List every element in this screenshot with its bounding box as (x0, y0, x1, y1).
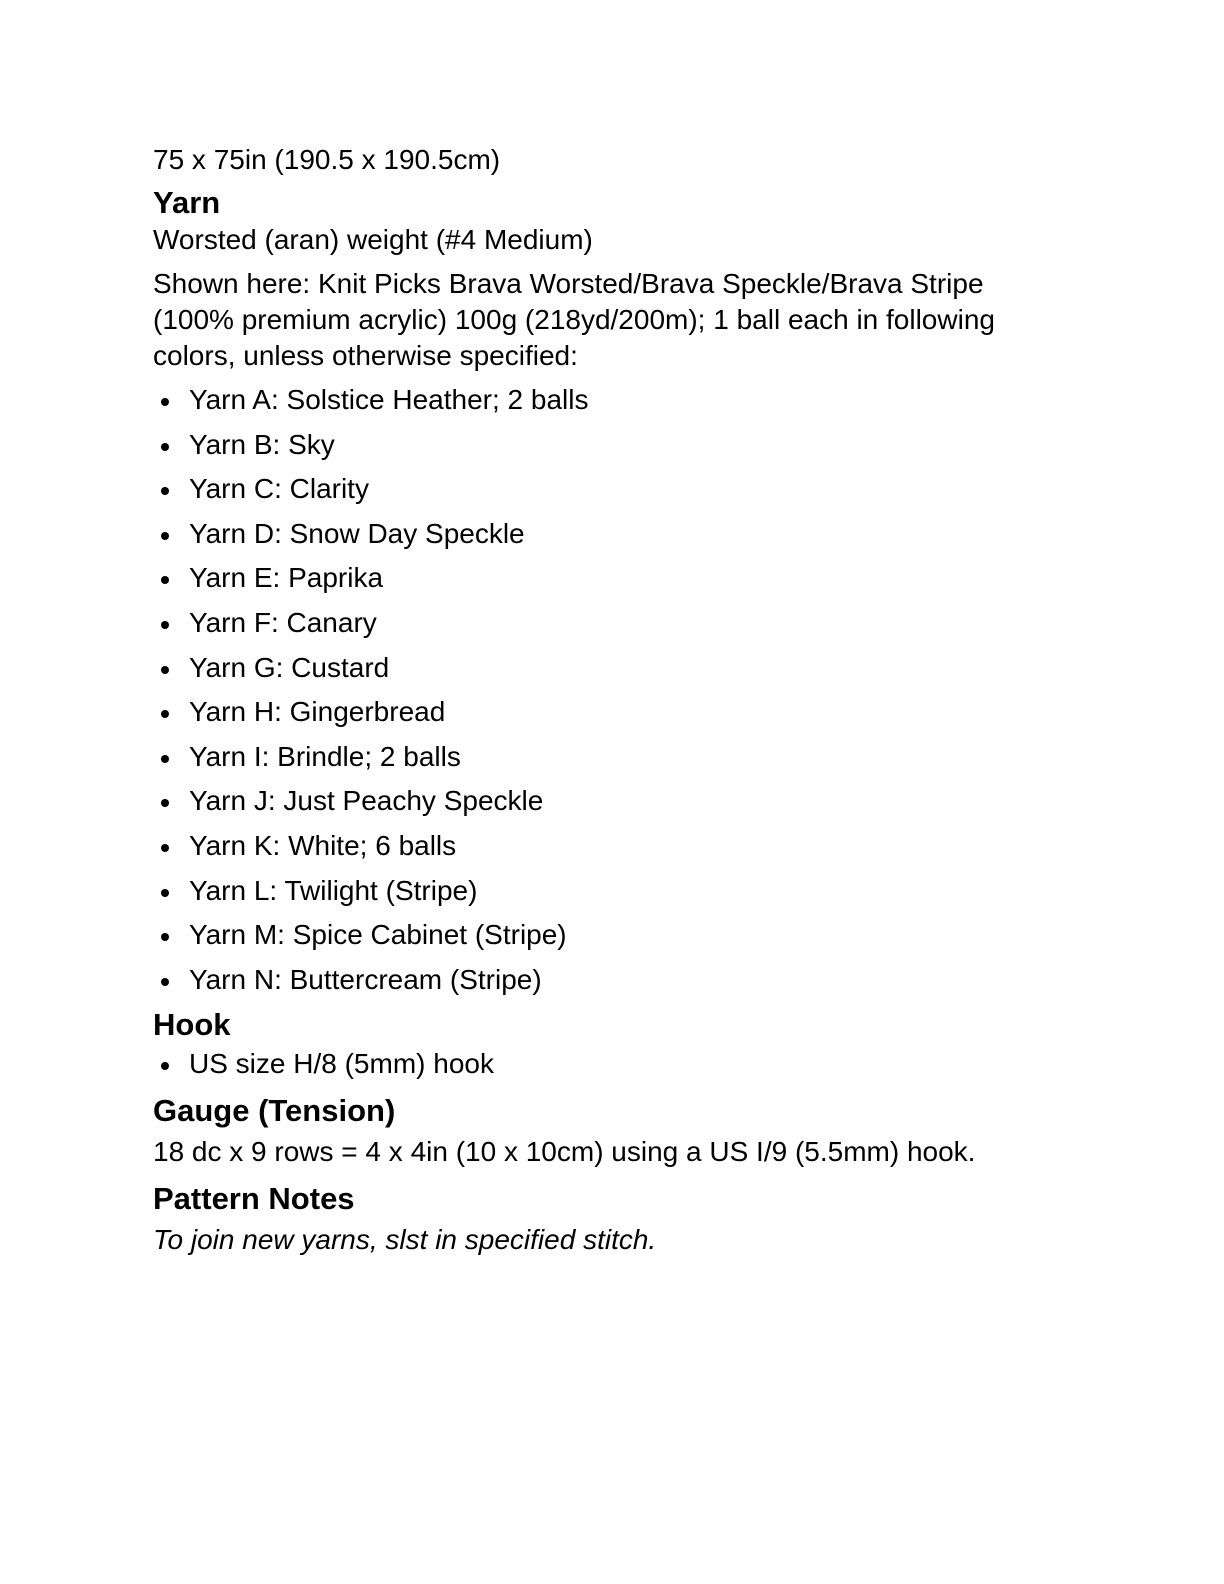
bullet-icon (161, 666, 169, 674)
document-page (153, 142, 1073, 1258)
bullet-icon (161, 443, 169, 451)
bullet-icon (161, 1062, 169, 1070)
hook-list (153, 1046, 1073, 1086)
list-item: Yarn F: Canary (153, 601, 1073, 646)
bullet-icon (161, 889, 169, 897)
list-item: Yarn G: Custard (153, 646, 1073, 691)
yarn-color-list (153, 378, 1073, 1002)
bullet-icon (161, 398, 169, 406)
bullet-icon (161, 933, 169, 941)
bullet-icon (161, 844, 169, 852)
bullet-icon (161, 978, 169, 986)
yarn-weight: Worsted (aran) weight (#4 Medium) (153, 224, 593, 255)
list-item: Yarn K: White; 6 balls (153, 824, 1073, 869)
finished-size: 75 x 75in (190.5 x 190.5cm) (153, 144, 501, 175)
list-item: Yarn J: Just Peachy Speckle (153, 779, 1073, 824)
list-item: Yarn C: Clarity (153, 467, 1073, 512)
bullet-icon (161, 621, 169, 629)
bullet-icon (161, 799, 169, 807)
shown-here-line-3: colors, unless otherwise specified: (153, 340, 578, 371)
list-item: Yarn M: Spice Cabinet (Stripe) (153, 913, 1073, 958)
shown-here-line-2: (100% premium acrylic) 100g (218yd/200m); 1 ball each in following (153, 304, 995, 335)
bullet-icon (161, 487, 169, 495)
bullet-icon (161, 755, 169, 763)
list-item: Yarn E: Paprika (153, 556, 1073, 601)
list-item: Yarn N: Buttercream (Stripe) (153, 958, 1073, 1003)
yarn-shown-here (153, 266, 1073, 374)
list-item: US size H/8 (5mm) hook (153, 1046, 1073, 1086)
list-item: Yarn A: Solstice Heather; 2 balls (153, 378, 1073, 423)
bullet-icon (161, 576, 169, 584)
pattern-notes-heading: Pattern Notes (153, 1181, 355, 1217)
list-item: Yarn D: Snow Day Speckle (153, 512, 1073, 557)
shown-here-line-1: Shown here: Knit Picks Brava Worsted/Brava Speckle/Brava Stripe (153, 268, 984, 299)
gauge-text: 18 dc x 9 rows = 4 x 4in (10 x 10cm) using a US I/9 (5.5mm) hook. (153, 1136, 976, 1168)
yarn-heading: Yarn (153, 185, 221, 220)
hook-heading: Hook (153, 1007, 231, 1043)
list-item: Yarn H: Gingerbread (153, 690, 1073, 735)
list-item: Yarn L: Twilight (Stripe) (153, 869, 1073, 914)
pattern-notes-text: To join new yarns, slst in specified stitch. (153, 1224, 657, 1256)
gauge-heading: Gauge (Tension) (153, 1093, 396, 1129)
bullet-icon (161, 710, 169, 718)
list-item: Yarn B: Sky (153, 423, 1073, 468)
bullet-icon (161, 532, 169, 540)
list-item: Yarn I: Brindle; 2 balls (153, 735, 1073, 780)
